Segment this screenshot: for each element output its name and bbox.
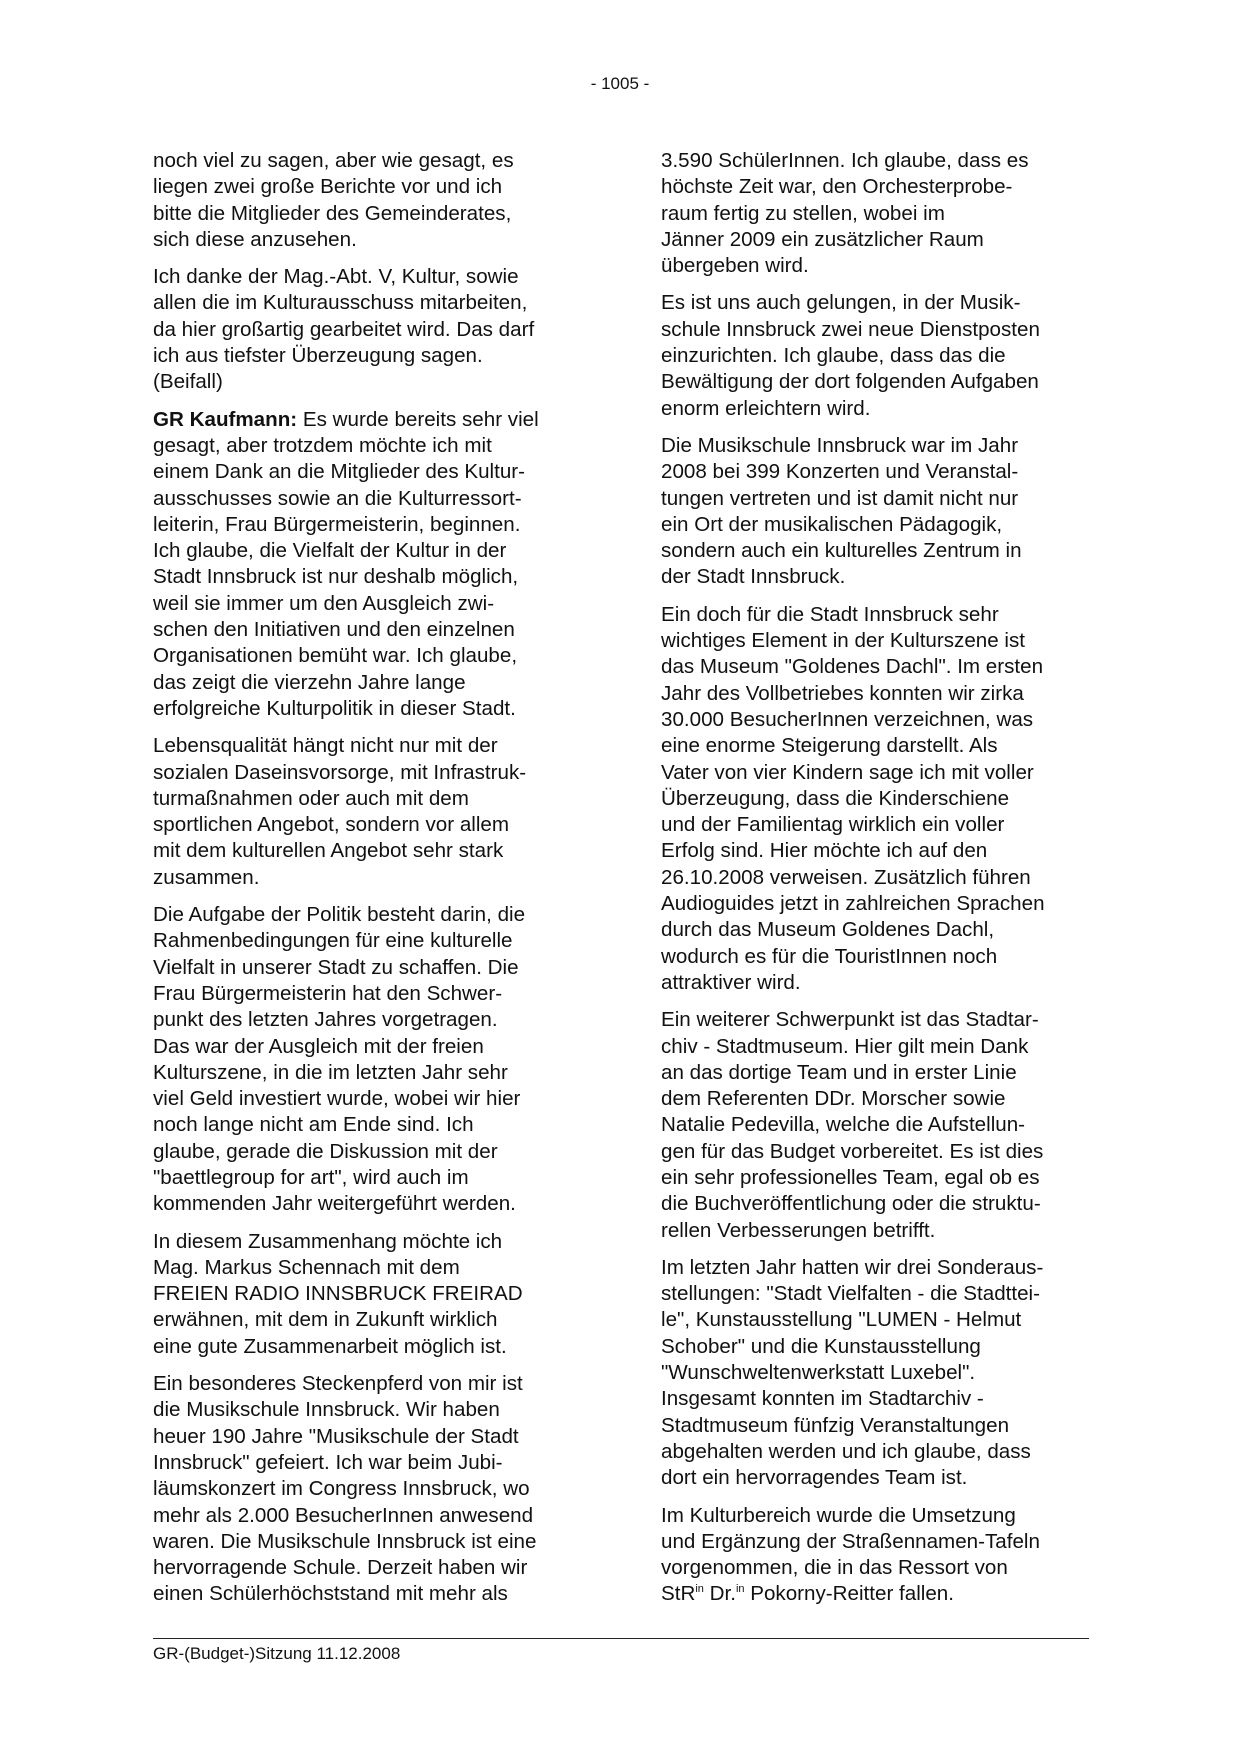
paragraph: Die Aufgabe der Politik besteht darin, die Rahmenbedingungen für eine kulturelle Vielfalt in unserer Stadt zu schaffen. Die Frau Bürgermeisterin hat den Schwer- punkt des letzten Jahres vorgetragen. Das war der Ausgleich mit der freien Kulturszene, in die im letzten Jahr sehr viel Geld investiert wurde, wobei wir hier noch lange nicht am Ende sind. Ich glaube, gerade die Diskussion mit der "baettlegroup for art", wird auch im kommenden Jahr weitergeführt werden. bbox=[153, 903, 526, 1216]
title-str-suffix: in bbox=[695, 1583, 704, 1596]
footer-text: GR-(Budget-)Sitzung 11.12.2008 bbox=[153, 1644, 401, 1663]
title-dr-suffix: in bbox=[735, 1583, 745, 1596]
paragraph: Die Musikschule Innsbruck war im Jahr 2008 bei 399 Konzerten und Veranstal- tungen vertreten und ist damit nicht nur ein Ort der musikalischen Pädagogik, sondern auch ein kulturelles Zentrum in der Stadt Innsbruck. bbox=[661, 433, 1022, 589]
paragraph: In diesem Zusammenhang möchte ich Mag. Markus Schennach mit dem FREIEN RADIO INNSBRUCK FREIRAD erwähnen, mit dem in Zukunft wirklich eine gute Zusammenarbeit möglich ist. bbox=[153, 1229, 523, 1358]
title-str: StR bbox=[661, 1582, 696, 1606]
paragraph: Ein weiterer Schwerpunkt ist das Stadtar- chiv - Stadtmuseum. Hier gilt mein Dank an das dortige Team und in erster Linie dem Referenten DDr. Morscher sowie Natalie Pedevilla, welche die Aufstellun- gen für das Budget vorbereitet. Es ist dies ein sehr professionelles Team, egal ob es die Buchveröffentlichung oder die struktu- rellen Verbesserungen betrifft. bbox=[661, 1008, 1044, 1242]
paragraph-final bbox=[661, 1503, 1097, 1608]
page-number: - 1005 - bbox=[590, 74, 650, 93]
paragraph-body: Es wurde bereits sehr viel gesagt, aber trotzdem möchte ich mit einem Dank an die Mitglieder des Kultur- ausschusses sowie an die Kulturressort- leiterin, Frau Bürgermeisterin, beginnen. Ich glaube, die Vielfalt der Kultur in der Stadt Innsbruck ist nur deshalb möglich, weil sie immer um den Ausgleich zwi- schen den Initiativen und den einzelnen Organisationen bemüht war. Ich glaube, das zeigt die vierzehn Jahre lange erfolgreiche Kulturpolitik in dieser Stadt. bbox=[153, 407, 539, 720]
paragraph: Es ist uns auch gelungen, in der Musik- schule Innsbruck zwei neue Dienstposten einzurichten. Ich glaube, dass das die Bewältigung der dort folgenden Aufgaben enorm erleichtern wird. bbox=[661, 291, 1040, 420]
paragraph-end: Pokorny-Reitter fallen. bbox=[744, 1582, 954, 1606]
paragraph: Lebensqualität hängt nicht nur mit der sozialen Daseinsvorsorge, mit Infrastruk- turmaßnahmen oder auch mit dem sportlichen Angebot, sondern vor allem mit dem kulturellen Angebot sehr stark zusammen. bbox=[153, 734, 527, 889]
paragraph-body: Im Kulturbereich wurde die Umsetzung und Ergänzung der Straßennamen-Tafeln vorgenommen, die in das Ressort von bbox=[661, 1503, 1040, 1580]
paragraph: Ein doch für die Stadt Innsbruck sehr wichtiges Element in der Kulturszene ist das Museum "Goldenes Dachl". Im ersten Jahr des Vollbetriebes konnten wir zirka 30.000 BesucherInnen verzeichnen, was eine enorme Steigerung darstellt. Als Vater von vier Kindern sage ich mit voller Überzeugung, dass die Kinderschiene und der Familientag wirklich ein voller Erfolg sind. Hier möchte ich auf den 26.10.2008 verweisen. Zusätzlich führen Audioguides jetzt in zahlreichen Sprachen durch das Museum Goldenes Dachl, wodurch es für die TouristInnen noch attraktiver wird. bbox=[661, 602, 1045, 994]
paragraph: Ich danke der Mag.-Abt. V, Kultur, sowie allen die im Kulturausschuss mitarbeiten, da hier großartig gearbeitet wird. Das darf ich aus tiefster Überzeugung sagen. (Beifall) bbox=[153, 265, 535, 394]
paragraph: 3.590 SchülerInnen. Ich glaube, dass es höchste Zeit war, den Orchesterprobe- raum fertig zu stellen, wobei im Jänner 2009 ein zusätzlicher Raum übergeben wird. bbox=[661, 149, 1029, 278]
paragraph: noch viel zu sagen, aber wie gesagt, es liegen zwei große Berichte vor und ich bitte die Mitglieder des Gemeinderates, sich diese anzusehen. bbox=[153, 149, 514, 251]
left-column bbox=[153, 148, 589, 1619]
right-column bbox=[661, 148, 1097, 1619]
paragraph: Ein besonderes Steckenpferd von mir ist die Musikschule Innsbruck. Wir haben heuer 190 Jahre "Musikschule der Stadt Innsbruck" gefeiert. Ich war beim Jubi- läumskonzert im Congress Innsbruck, wo mehr als 2.000 BesucherInnen anwesend waren. Die Musikschule Innsbruck ist eine hervorragende Schule. Derzeit haben wir einen Schülerhöchststand mit mehr als bbox=[153, 1372, 537, 1606]
title-dr: Dr. bbox=[703, 1582, 736, 1606]
footer-divider bbox=[153, 1638, 1089, 1639]
paragraph: Im letzten Jahr hatten wir drei Sonderaus- stellungen: "Stadt Vielfalten - die Stadttei- le", Kunstausstellung "LUMEN - Helmut Schober" und die Kunstausstellung "Wunschweltenwerkstatt Luxebel". Insgesamt konnten im Stadtarchiv - Stadtmuseum fünfzig Veranstaltungen abgehalten werden und ich glaube, dass dort ein hervorragendes Team ist. bbox=[661, 1255, 1044, 1490]
speaker-paragraph bbox=[153, 407, 589, 723]
speaker-label: GR Kaufmann: bbox=[153, 407, 298, 431]
